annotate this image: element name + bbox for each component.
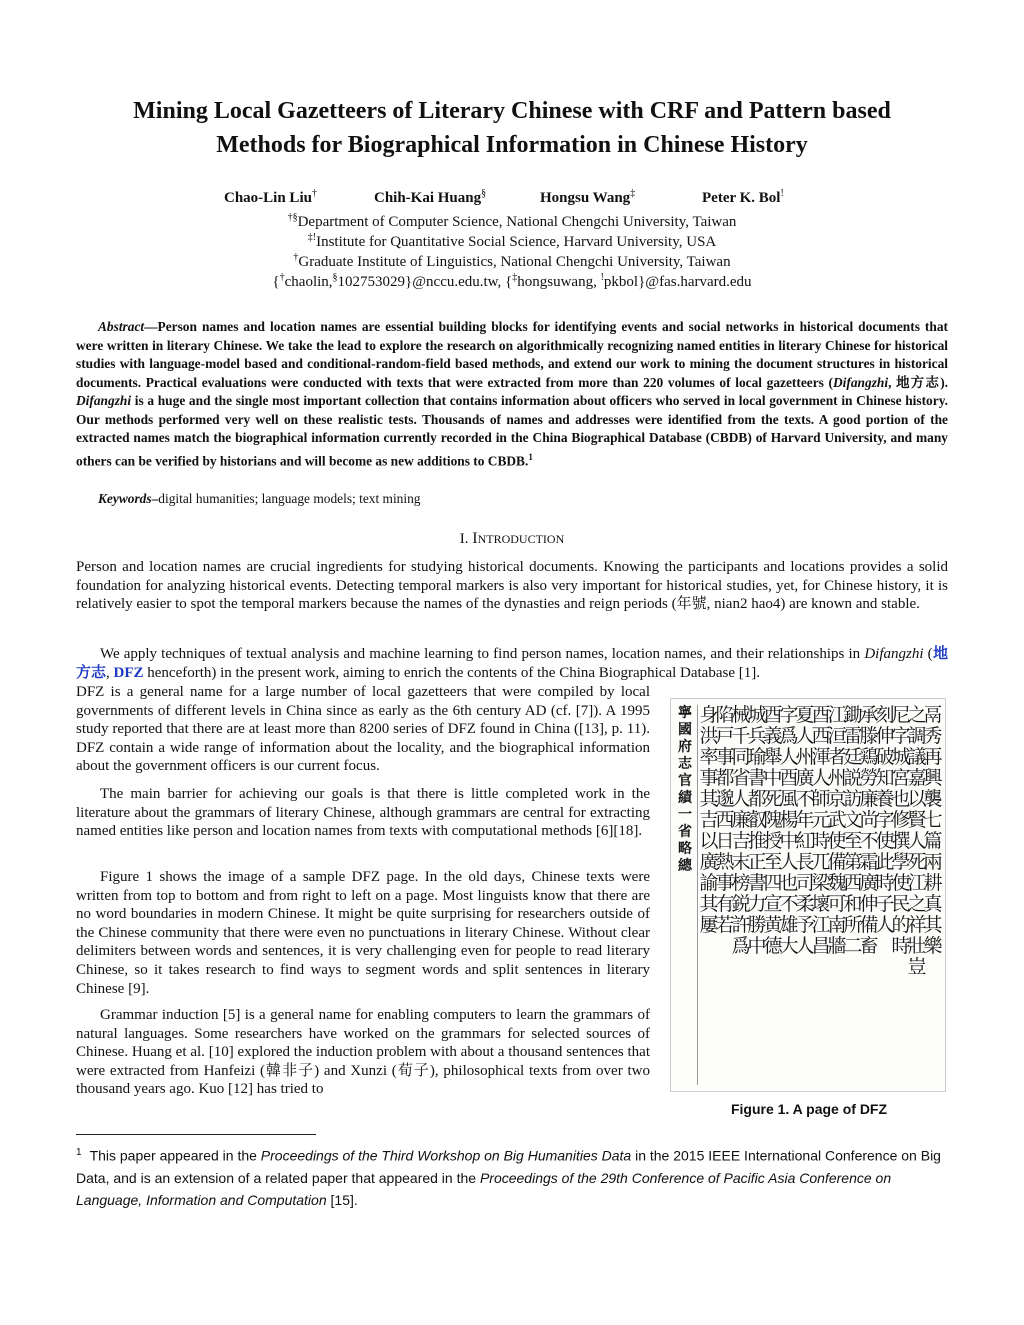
- figure-column-7: 江洹者州京武使備魏可南牆: [827, 705, 847, 957]
- figure-caption: Figure 1. A page of DFZ: [730, 1101, 888, 1117]
- figure-column-6: 鋤雷廷説訪文至第西和所二: [843, 705, 863, 957]
- intro-paragraph-2: We apply techniques of textual analysis and machine learning to find person names, location names, and their relationships in Difangzhi (地方志, DFZ henceforth) in the present work, aiming to enrich the contents of the China Biographical Database [1].: [76, 646, 948, 681]
- author-emails: {†chaolin,§102753029}@nccu.edu.tw, {‡hongsuwang, !pkbol}@fas.harvard.edu: [272, 272, 752, 290]
- affiliation-3: †Graduate Institute of Linguistics, National Chengchi University, Taiwan: [293, 252, 731, 270]
- figure-column-13: 械千同省人廉吉末榜鋭許爲: [731, 705, 751, 957]
- figure-column-14: 陷戸事都邈西日熱事有若: [715, 705, 735, 936]
- intro-paragraph-4: The main barrier for achieving our goals is that there is little completed work in the literature about the grammars of literary Chinese, although grammars are central for extracting named entities like person and location names from texts with computational methods [6][18].: [76, 786, 650, 840]
- footnote-divider: [76, 1134, 316, 1135]
- title-line-1: Mining Local Gazetteers of Literary Chinese with CRF and Pattern based: [133, 98, 891, 124]
- figure-column-10: 字爲人酉風楊中人也不雄大: [779, 705, 799, 957]
- author-4: Peter K. Bol!: [702, 188, 784, 206]
- section-heading: I. INTRODUCTION: [459, 530, 565, 547]
- author-2: Chih-Kai Huang§: [374, 188, 487, 206]
- paper-title: [60, 94, 964, 162]
- figure-column-8: 酉西渾人師元時兀梁壞江昌: [811, 705, 831, 957]
- author-1: Chao-Lin Liu†: [224, 188, 317, 206]
- footnote: $^1$ This paper appeared in the Proceedings of the Third Workshop on Big Humanities Data in the 2015 IEEE International Conference on Big Data, and is an extension of a related paper that appeared in the Proceedings of the 29th Conference of Pacific Asia Conference on Language, Information and Computation [15].: [76, 1147, 941, 1208]
- abstract: Abstract—Person names and location names are essential building blocks for identifying events and social networks in historical documents that were written in literary Chinese. We take the lead to explore the research on algorithmically recognizing named entities in literary Chinese for historical studies with language-model based and conditional-random-field based methods, and extend our work to mining the document structures in historical documents. Practical evaluations were conducted with texts that were extracted from more than 220 volumes of local gazetteers (Difangzhi, 地方志). Difangzhi is a huge and the single most important collection that contains information about officers who served in local government in Chinese history. Our methods performed very well on these realistic tests. Thousands of names and addresses were identified from the texts. A good portion of the extracted names match the biographical information currently recorded in the China Biographical Database (CBDB) of Harvard University, and many others can be verified by historians and will become as new additions to CBDB.$^1$: [76, 319, 949, 468]
- figure-column-1: 鬲秀再興襲七篇兩耕真其樂: [923, 705, 943, 957]
- figure-column-12: 城兵瑜書都叡推正書力勝中: [747, 705, 767, 957]
- intro-paragraph-3: DFZ is a general name for a large number of local gazetteers that were compiled by local governments of different levels in China since as early as the 6th century AD (cf. [7]). A 1995 study reported that there are at least more than 8200 series of DFZ found in China ([13], p. 11). DFZ contain a wide range of information about the locality, and the biographical information about the government officers is our current focus.: [76, 684, 650, 775]
- intro-paragraph-6: Grammar induction [5] is a general name for enabling computers to learn the grammars of natural languages. Some researchers have worked on the grammars for selected sources of Chinese. Huang et al. [10] explored the induction problem with about a thousand sentences that were extracted from Hanfeizi (韓非子) and Xunzi (荀子), philosophical texts from over two thousand years ago. Kuo [12] has tried to: [76, 1007, 650, 1098]
- dfz-page-image: [670, 698, 946, 1092]
- intro-paragraph-5: Figure 1 shows the image of a sample DFZ page. In the old days, Chinese texts were written from top to bottom and from right to left on a page. Most linguists know that there are no word boundaries in modern Chinese. It might be quite surprising for researchers outside of the Chinese community that there were even no punctuations in literary Chinese. Without clear delimiters between words and sentences, it is very challenging even for people to read literary Chinese, so it takes research to find ways to segment words and split sentences in literary Chinese [9].: [76, 869, 650, 997]
- figure-column-11: 酉義舉中死隗授至四宣黄德: [763, 705, 783, 957]
- affiliation-2: ‡!Institute for Quantitative Social Science, Harvard University, USA: [307, 232, 717, 250]
- author-3: Hongsu Wang‡: [540, 188, 636, 206]
- intro-paragraph-1: Person and location names are crucial ingredients for studying historical documents. Knowing the participants and locations provides a solid foundation for analyzing historical events. Detecting temporal markers is also very important for historical studies, yet, for Chinese history, it is relatively easier to spot the temporal markers because the names of the dynasties and reign periods (年號, nian2 hao4) are known and stable.: [76, 559, 948, 613]
- abstract-label: Abstract: [98, 319, 145, 334]
- figure-rule: [697, 705, 698, 1085]
- keywords: Keywords–digital humanities; language models; text mining: [98, 491, 421, 506]
- figure-column-4: 刻伸破知養字使此時子人: [875, 705, 895, 936]
- footnote-ref: 1: [528, 451, 533, 462]
- figure-column-3: 尼字城宮也修撰學使民的時: [891, 705, 911, 957]
- title-line-2: Methods for Biographical Information in Chinese History: [216, 132, 808, 158]
- figure-margin-text: 寧國府志官績一省略總: [678, 706, 692, 874]
- affiliation-1: †§Department of Computer Science, National Chengchi University, Taiwan: [287, 212, 737, 230]
- figure-column-15: 身洪率事其吉以廣諭其屢: [699, 705, 719, 936]
- figure-column-5: 承滕鶏勞廉尚不霜廣伸備畜: [859, 705, 879, 957]
- author-list: [60, 188, 964, 210]
- figure-column-2: 之調議嘉以賢人死江之祥壯豈: [907, 705, 927, 978]
- figure-column-9: 夏人州廣不年紅長司柔予人: [795, 705, 815, 957]
